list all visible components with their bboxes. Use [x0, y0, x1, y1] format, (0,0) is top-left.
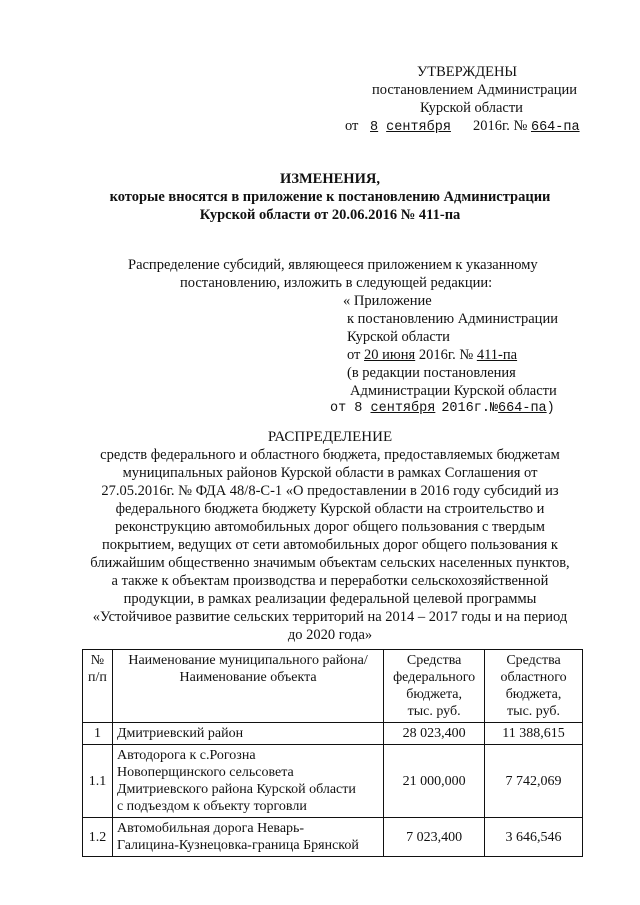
appendix-number: 411-па	[476, 347, 518, 363]
distribution-line: а также к объектам производства и переработки сельскохозяйственной	[111, 573, 549, 589]
distribution-line: средств федерального и областного бюджета, предоставляемых бюджетам	[100, 447, 560, 463]
approval-date-day: 8	[370, 120, 379, 135]
approval-number: 664-па	[530, 120, 580, 135]
appendix-date-value: 20 июня	[364, 347, 416, 363]
title-line3: Курской области от 20.06.2016 № 411-па	[199, 207, 461, 223]
row-regional: 3 646,546	[485, 818, 583, 857]
row-num: 1.1	[83, 745, 113, 818]
table-row	[83, 818, 583, 857]
row-regional: 7 742,069	[485, 745, 583, 818]
approval-date-prefix: от	[345, 118, 359, 134]
row-num: 1	[83, 723, 113, 745]
appendix-line3: Курской области	[347, 329, 450, 345]
appendix-line6: Администрации Курской области	[350, 383, 557, 399]
distribution-line: продукции, в рамках реализации федеральной целевой программы	[123, 591, 537, 607]
distribution-line: муниципальных районов Курской области в рамках Соглашения от	[122, 465, 538, 481]
appendix-date-line	[347, 346, 517, 364]
appendix-rev-month: сентября	[370, 401, 436, 416]
approval-line1: постановлением Администрации	[372, 82, 578, 98]
row-federal: 7 023,400	[384, 818, 485, 857]
row-name: Автодорога к с.Рогозна Новоперщинского сельсовета Дмитриевского района Курской области с подъездом к объекту торговли	[112, 745, 383, 818]
row-name: Автомобильная дорога Неварь- Галицина-Кузнецовка-граница Брянской	[112, 818, 383, 857]
subsidy-table	[82, 649, 583, 857]
header-num: № п/п	[83, 650, 113, 723]
appendix-revision-line	[330, 400, 555, 418]
appendix-line1: « Приложение	[343, 293, 432, 309]
approval-heading: УТВЕРЖДЕНЫ	[417, 64, 518, 80]
intro-line2: постановлению, изложить в следующей редакции:	[180, 275, 493, 291]
approval-date-month: сентября	[386, 120, 451, 135]
appendix-rev-number: 664-па	[498, 401, 547, 416]
distribution-line: покрытием, ведущих от сети автомобильных дорог общего пользования к	[102, 537, 558, 553]
header-regional: Средства областного бюджета, тыс. руб.	[485, 650, 583, 723]
table-row	[83, 745, 583, 818]
appendix-line5: (в редакции постановления	[347, 365, 516, 381]
approval-date-line	[345, 117, 580, 137]
appendix-date-year: 2016г. №	[418, 347, 474, 363]
distribution-line: федерального бюджета бюджету Курской области на строительство и	[115, 501, 545, 517]
distribution-line: «Устойчивое развитие сельских территорий на 2014 – 2017 годы и на период	[92, 609, 568, 625]
distribution-line: реконструкцию автомобильных дорог общего пользования с твердым	[115, 519, 545, 535]
approval-date-year: 2016г. №	[472, 118, 528, 134]
approval-line2: Курской области	[420, 100, 523, 116]
table-row	[83, 723, 583, 745]
row-federal: 21 000,000	[384, 745, 485, 818]
appendix-rev-year: 2016г.№	[441, 401, 499, 416]
title-line2: которые вносятся в приложение к постановлению Администрации	[109, 189, 551, 205]
header-federal: Средства федерального бюджета, тыс. руб.	[384, 650, 485, 723]
distribution-line: ближайшим общественно значимым объектам сельских населенных пунктов,	[90, 555, 570, 571]
intro-line1: Распределение субсидий, являющееся приложением к указанному	[128, 257, 538, 273]
row-federal: 28 023,400	[384, 723, 485, 745]
row-regional: 11 388,615	[485, 723, 583, 745]
appendix-rev-close: )	[546, 401, 555, 416]
distribution-line: 27.05.2016г. № ФДА 48/8-С-1 «О предоставлении в 2016 году субсидий из	[101, 483, 559, 499]
appendix-line2: к постановлению Администрации	[347, 311, 558, 327]
appendix-rev-prefix: от 8	[330, 401, 363, 416]
distribution-line: до 2020 года»	[287, 627, 373, 643]
row-num: 1.2	[83, 818, 113, 857]
distribution-heading: РАСПРЕДЕЛЕНИЕ	[267, 429, 393, 445]
header-name: Наименование муниципального района/ Наименование объекта	[112, 650, 383, 723]
row-name: Дмитриевский район	[112, 723, 383, 745]
appendix-date-prefix: от	[347, 347, 361, 363]
title-line1: ИЗМЕНЕНИЯ,	[280, 171, 380, 187]
table-header-row	[83, 650, 583, 723]
